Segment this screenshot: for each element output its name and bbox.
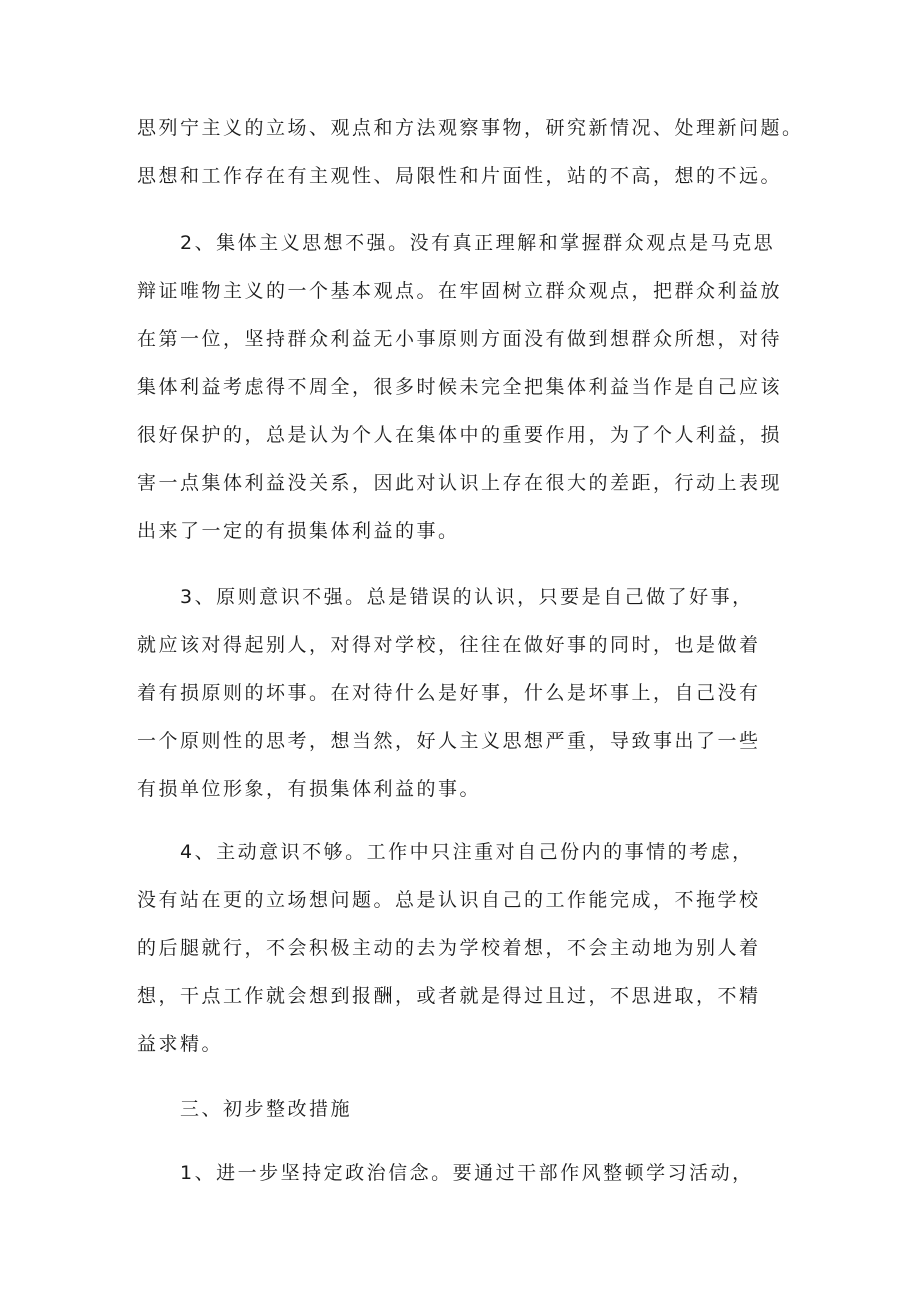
item4-line-2: 没有站在更的立场想问题。总是认识自己的工作能完成，不拖学校 [137, 889, 761, 911]
item2-line-1: 2、集体主义思想不强。没有真正理解和掌握群众观点是马克思 [180, 232, 776, 254]
item2-line-5: 很好保护的，总是认为个人在集体中的重要作用，为了个人利益，损 [137, 424, 783, 446]
item2-line-7: 出来了一定的有损集体利益的事。 [137, 520, 460, 542]
item4-line-4: 想，干点工作就会想到报酬，或者就是得过且过，不思进取，不精 [137, 985, 761, 1007]
item3-line-3: 着有损原则的坏事。在对待什么是好事，什么是坏事上，自己没有 [137, 682, 761, 704]
section-heading: 三、初步整改措施 [180, 1098, 353, 1120]
intro-line-1: 思列宁主义的立场、观点和方法观察事物，研究新情况、处理新问题。 [137, 117, 804, 139]
step1-line-1: 1、进一步坚持定政治信念。要通过干部作风整顿学习活动， [180, 1162, 754, 1184]
item4-line-5: 益求精。 [137, 1033, 224, 1055]
item4-line-1: 4、主动意识不够。工作中只注重对自己份内的事情的考虑， [180, 841, 754, 863]
item3-line-1: 3、原则意识不强。总是错误的认识，只要是自己做了好事， [180, 586, 754, 608]
item2-line-4: 集体利益考虑得不周全，很多时候未完全把集体利益当作是自己应该 [137, 376, 783, 398]
intro-line-2: 思想和工作存在有主观性、局限性和片面性，站的不高，想的不远。 [137, 165, 783, 187]
item2-line-2: 辩证唯物主义的一个基本观点。在牢固树立群众观点，把群众利益放 [137, 280, 783, 302]
item4-line-3: 的后腿就行，不会积极主动的去为学校着想，不会主动地为别人着 [137, 937, 761, 959]
item2-line-6: 害一点集体利益没关系，因此对认识上存在很大的差距，行动上表现 [137, 472, 783, 494]
item3-line-2: 就应该对得起别人，对得对学校，往往在做好事的同时，也是做着 [137, 634, 761, 656]
item2-line-3: 在第一位，坚持群众利益无小事原则方面没有做到想群众所想，对待 [137, 328, 783, 350]
item3-line-4: 一个原则性的思考，想当然，好人主义思想严重，导致事出了一些 [137, 730, 761, 752]
item3-line-5: 有损单位形象，有损集体利益的事。 [137, 778, 482, 800]
